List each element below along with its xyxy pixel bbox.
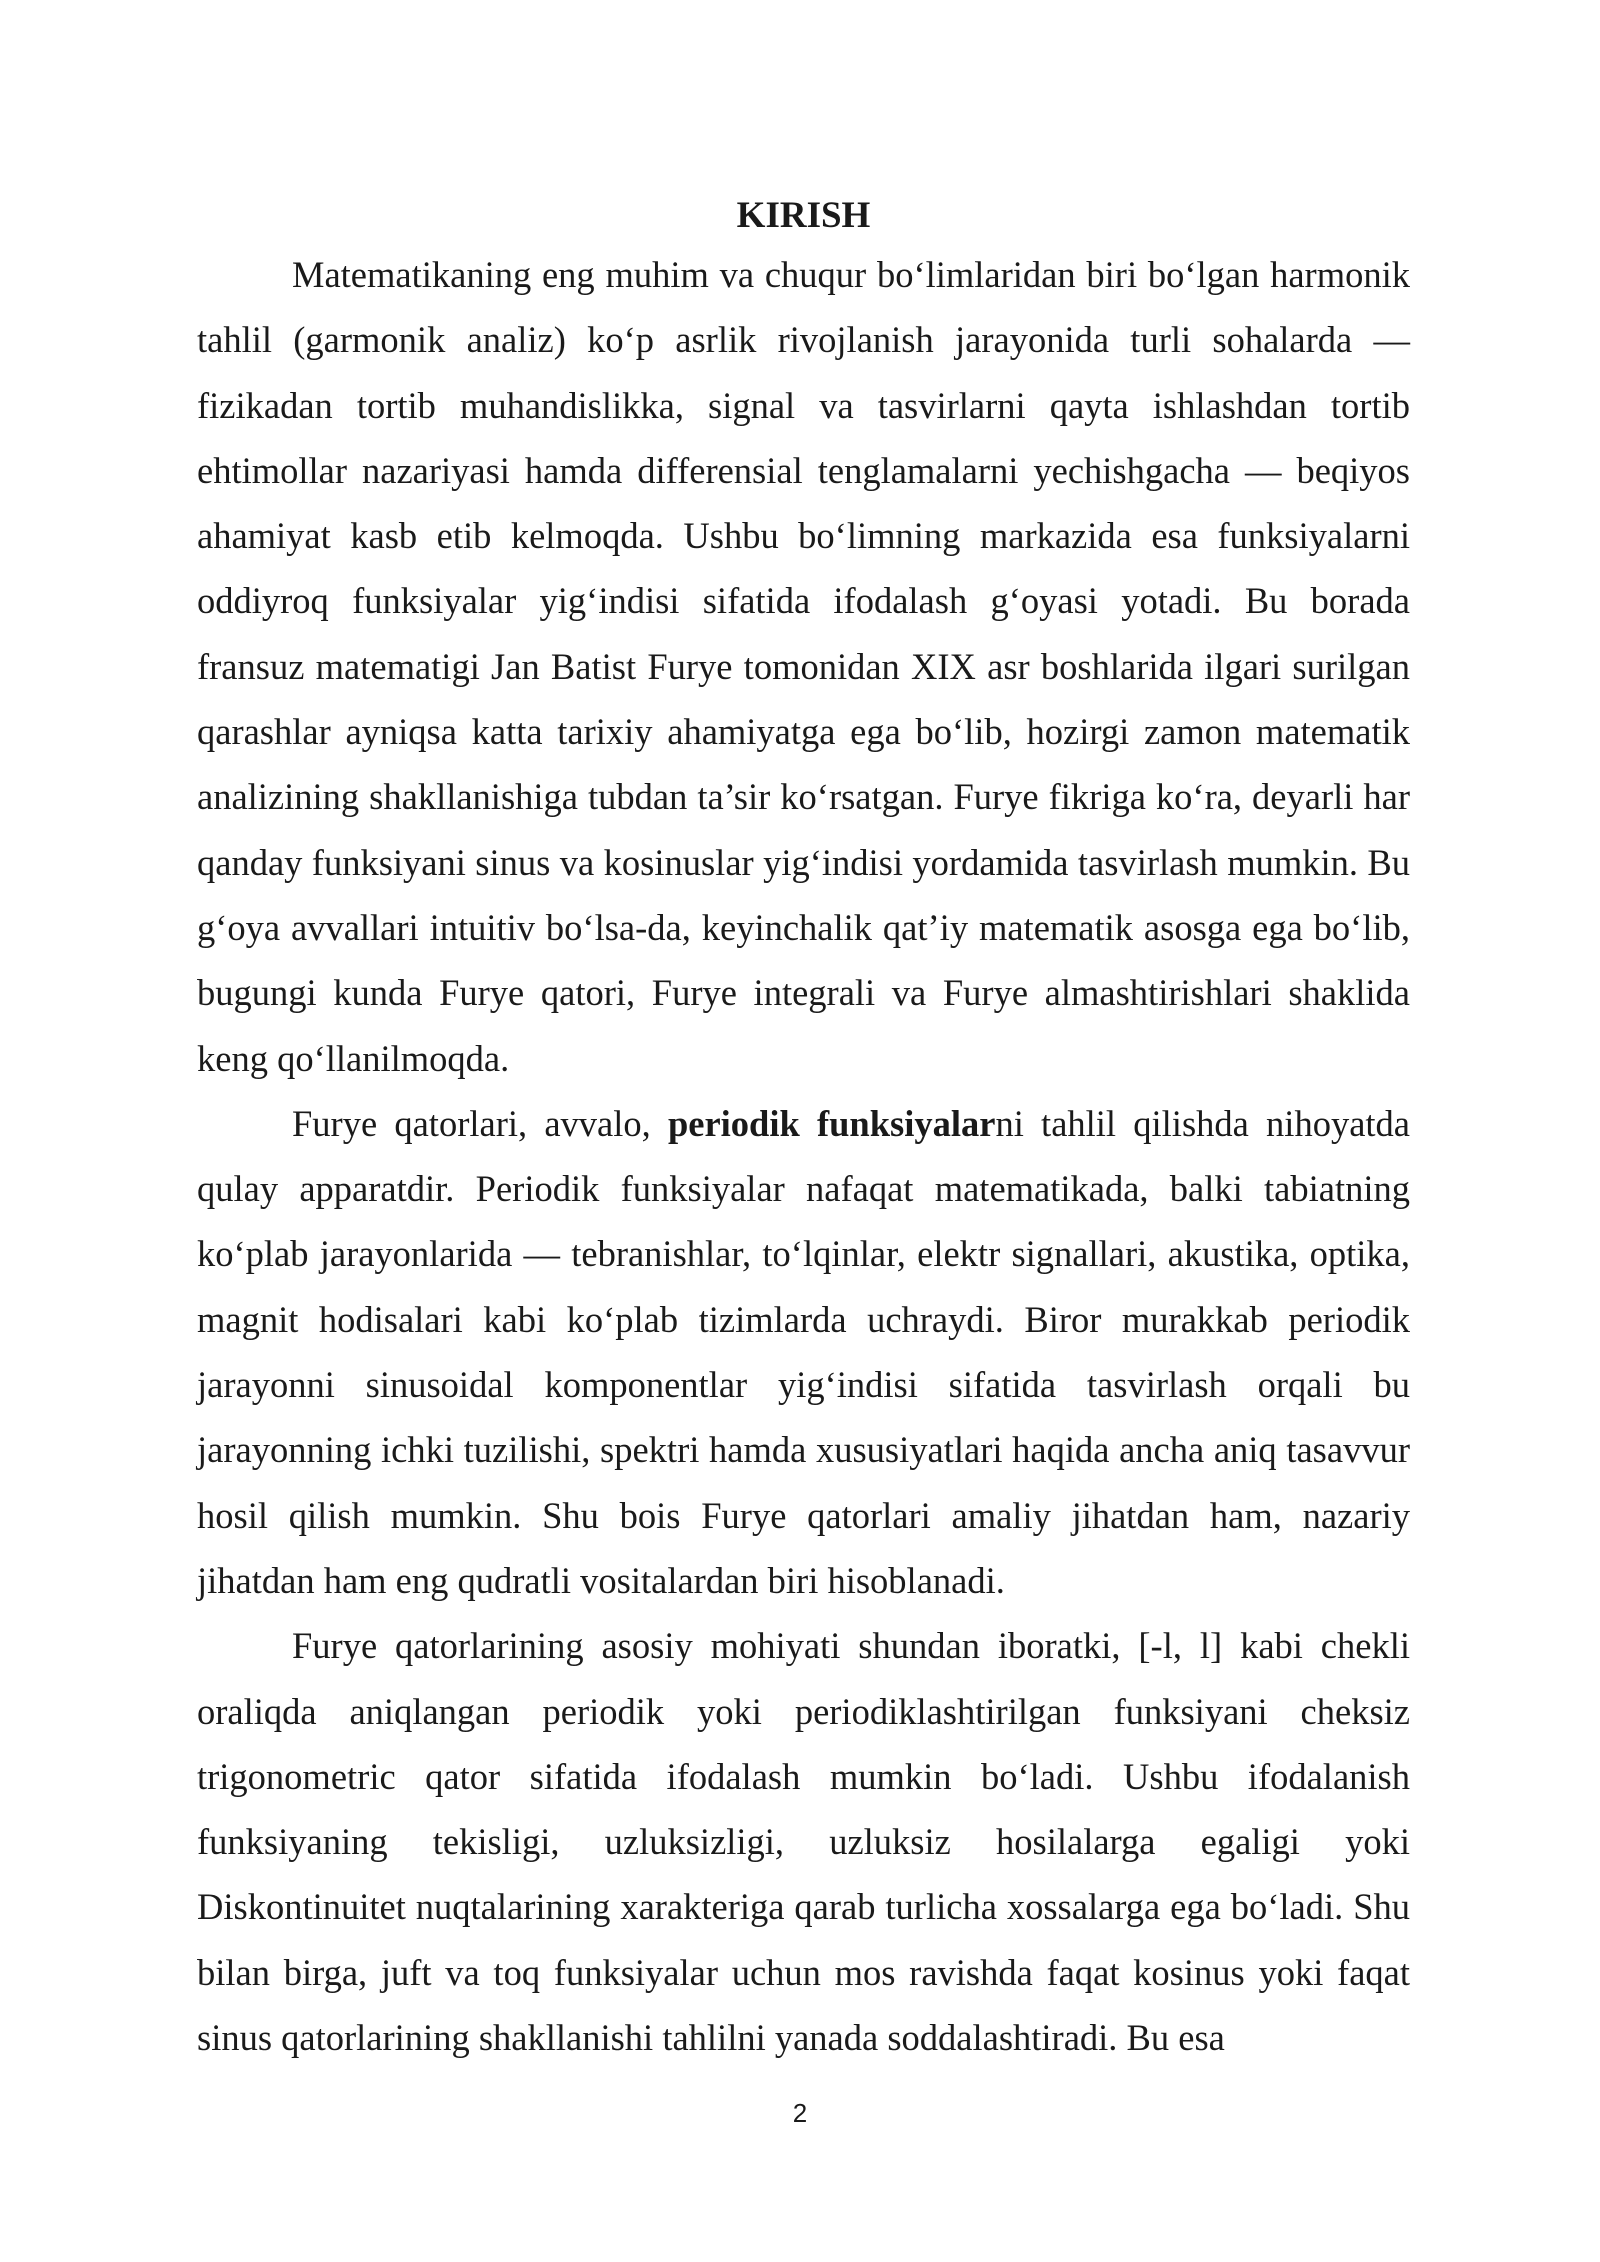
page-number: 2 — [792, 2098, 808, 2128]
document-page — [197, 188, 1410, 2070]
paragraph-fourier-essence: Furye qatorlarining asosiy mohiyati shundan iboratki, [-l, l] kabi chekli oraliqda aniqlangan periodik yoki periodiklashtirilgan funksiyani cheksiz trigonometric qator sifatida ifodalash mumkin bo‘ladi. Ushbu ifodalanish funksiyaning tekisligi, uzluksizligi, uzluksiz hosilalarga egaligi yoki Diskontinuitet nuqtalarining xarakteriga qarab turlicha xossalarga ega bo‘ladi. Shu bilan birga, juft va toq funksiyalar uchun mos ravishda faqat kosinus yoki faqat sinus qatorlarining shakllanishi tahlilni yanada soddalashtiradi. Bu esa — [197, 1625, 1410, 2059]
paragraph-text-end: ni tahlil qilishda nihoyatda qulay apparatdir. Periodik funksiyalar nafaqat matematikada, balki tabiatning ko‘plab jarayonlarida — tebranishlar, to‘lqinlar, elektr signallari, akustika, optika, magnit hodisalari kabi ko‘plab tizimlarda uchraydi. Biror murakkab periodik jarayonni sinusoidal komponentlar yig‘indisi sifatida tasvirlash orqali bu jarayonning ichki tuzilishi, spektri hamda xususiyatlari haqida ancha aniq tasavvur hosil qilish mumkin. Shu bois Furye qatorlari amaliy jihatdan ham, nazariy jihatdan ham eng qudratli vositalardan biri hisoblanadi. — [197, 1102, 1410, 1601]
paragraph-text-start: Furye qatorlari, avvalo, — [292, 1102, 668, 1144]
bold-term-periodic-functions: periodik funksiyalar — [667, 1102, 996, 1144]
paragraph-introduction: Matematikaning eng muhim va chuqur bo‘limlaridan biri bo‘lgan harmonik tahlil (garmonik analiz) ko‘p asrlik rivojlanish jarayonida turli sohalarda — fizikadan tortib muhandislikka, signal va tasvirlarni qayta ishlashdan tortib ehtimollar nazariyasi hamda differensial tenglamalarni yechishgacha — beqiyos ahamiyat kasb etib kelmoqda. Ushbu bo‘limning markazida esa funksiyalarni oddiyroq funksiyalar yig‘indisi sifatida ifodalash g‘oyasi yotadi. Bu borada fransuz matematigi Jan Batist Furye tomonidan XIX asr boshlarida ilgari surilgan qarashlar ayniqsa katta tarixiy ahamiyatga ega bo‘lib, hozirgi zamon matematik analizining shakllanishiga tubdan ta’sir ko‘rsatgan. Furye fikriga ko‘ra, deyarli har qanday funksiyani sinus va kosinuslar yig‘indisi yordamida tasvirlash mumkin. Bu g‘oya avvallari intuitiv bo‘lsa-da, keyinchalik qat’iy matematik asosga ega bo‘lib, bugungi kunda Furye qatori, Furye integrali va Furye almashtirishlari shaklida keng qo‘llanilmoqda. — [197, 254, 1410, 1079]
paragraph-periodic-functions — [197, 1091, 1410, 1613]
section-title: KIRISH — [736, 195, 871, 236]
